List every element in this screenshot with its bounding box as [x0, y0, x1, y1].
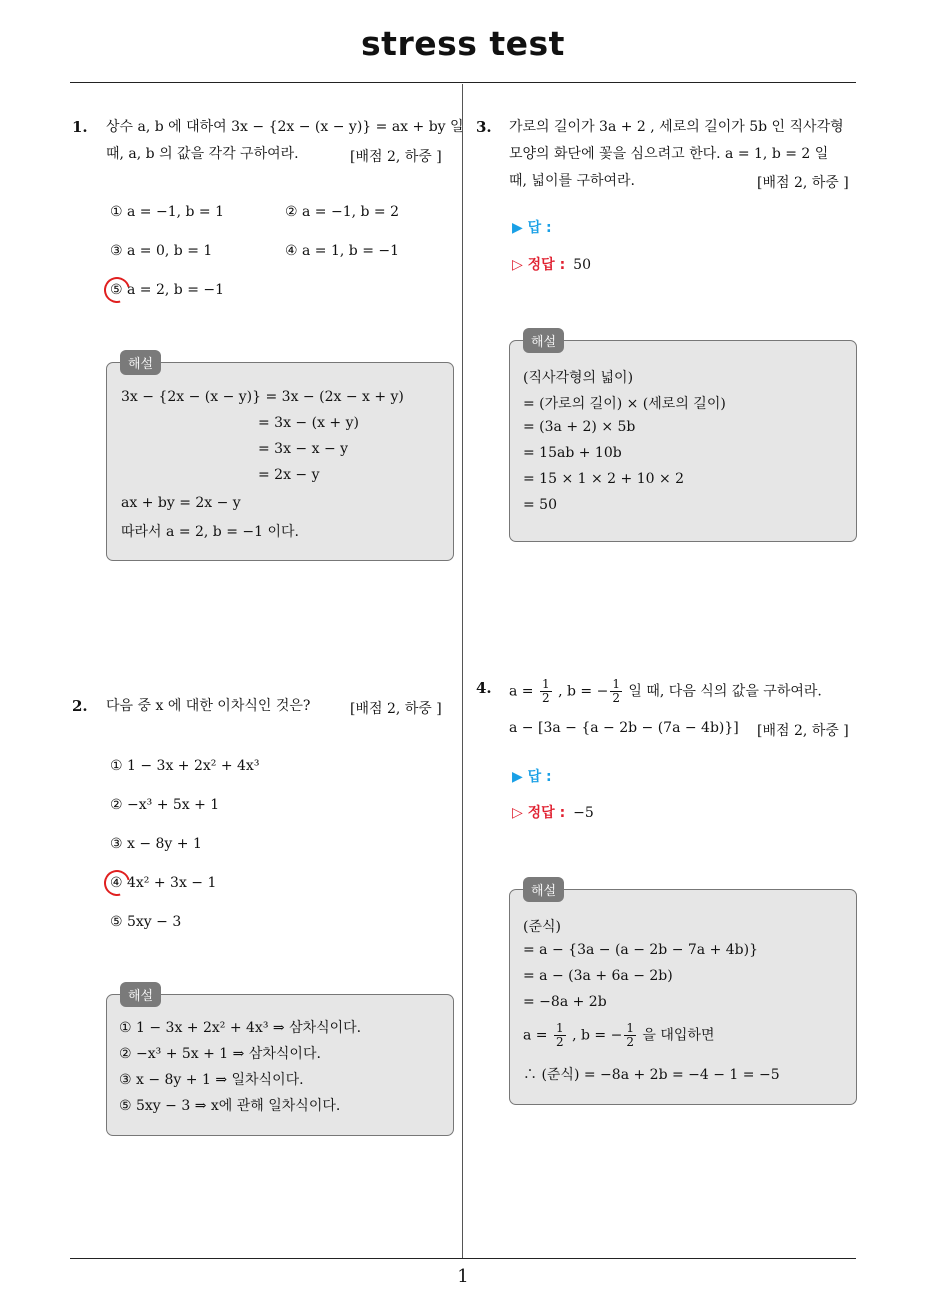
solution-line: ① 1 − 3x + 2x² + 4x³ ⇒ 삼차식이다.	[119, 1020, 362, 1036]
substitution-tail: 을 대입하면	[642, 1027, 715, 1044]
choice-4[interactable]: ④ a = 1, b = −1	[285, 243, 400, 259]
question-number: 4.	[476, 679, 492, 697]
fraction-half: $\frac{1}{2}$	[541, 677, 550, 705]
question-expression: a − [3a − {a − 2b − (7a − 4b)}]	[509, 720, 739, 736]
score-label: [배점 2, 하중 ]	[757, 175, 849, 191]
solution-line: (직사각형의 넓이)	[523, 370, 634, 386]
choice-1[interactable]: ① 1 − 3x + 2x² + 4x³	[110, 758, 260, 774]
question-line: 다음 중 x 에 대한 이차식인 것은?	[106, 698, 311, 714]
solution-box	[106, 994, 454, 1136]
solution-line: = (3a + 2) × 5b	[523, 419, 636, 435]
question-line: 상수 a, b 에 대하여 3x − {2x − (x − y)} = ax + by 일	[106, 119, 464, 135]
column-divider	[462, 84, 463, 1258]
correct-answer	[512, 802, 594, 822]
solution-line: ② −x³ + 5x + 1 ⇒ 삼차식이다.	[119, 1046, 321, 1062]
choice-5[interactable]: ⑤ a = 2, b = −1	[110, 282, 225, 298]
question-number: 1.	[72, 118, 88, 136]
correct-value: 50	[573, 257, 591, 273]
solution-line: = 15ab + 10b	[523, 445, 622, 461]
question-line: 때, 넓이를 구하여라.	[509, 173, 635, 189]
choice-1[interactable]: ① a = −1, b = 1	[110, 204, 225, 220]
top-rule	[70, 82, 856, 83]
solution-tag: 해설	[523, 328, 564, 353]
choice-4[interactable]: ④ 4x² + 3x − 1	[110, 875, 217, 891]
solution-line: = 2x − y	[258, 467, 320, 483]
answer-label: ▶ 답 :	[512, 769, 552, 785]
b-expression: , b = −	[558, 683, 609, 700]
b-expression: , b = −	[572, 1027, 623, 1044]
score-label: [배점 2, 하중 ]	[350, 149, 442, 165]
solution-line: = 50	[523, 497, 557, 513]
substitution-line	[523, 1022, 714, 1049]
fraction-half: $\frac{1}{2}$	[626, 1021, 634, 1049]
score-label: [배점 2, 하중 ]	[757, 723, 849, 739]
solution-line: 따라서 a = 2, b = −1 이다.	[121, 524, 299, 540]
solution-line: = 15 × 1 × 2 + 10 × 2	[523, 471, 685, 487]
solution-line: = −8a + 2b	[523, 994, 607, 1010]
correct-label: ▷ 정답 :	[512, 805, 566, 821]
solution-line: ⑤ 5xy − 3 ⇒ x에 관해 일차식이다.	[119, 1098, 341, 1114]
fraction-half: $\frac{1}{2}$	[555, 1021, 564, 1049]
fraction-half: $\frac{1}{2}$	[612, 677, 620, 705]
solution-line: = 3x − x − y	[258, 441, 349, 457]
answer-label: ▶ 답 :	[512, 220, 552, 236]
solution-line: = a − (3a + 6a − 2b)	[523, 968, 673, 984]
correct-answer	[512, 254, 591, 274]
choice-3[interactable]: ③ x − 8y + 1	[110, 836, 202, 852]
question-line: 모양의 화단에 꽃을 심으려고 한다. a = 1, b = 2 일	[509, 146, 829, 162]
question-number: 3.	[476, 118, 492, 136]
a-expression: a =	[523, 1027, 548, 1044]
question-line: 가로의 길이가 3a + 2 , 세로의 길이가 5b 인 직사각형	[509, 119, 844, 135]
selected-answer-mark	[99, 865, 135, 901]
solution-line: ③ x − 8y + 1 ⇒ 일차식이다.	[119, 1072, 304, 1088]
correct-label: ▷ 정답 :	[512, 257, 566, 273]
answer-field[interactable]	[512, 217, 552, 237]
choice-2[interactable]: ② −x³ + 5x + 1	[110, 797, 220, 813]
question-line	[509, 678, 822, 706]
solution-tag: 해설	[523, 877, 564, 902]
correct-value: −5	[573, 805, 594, 821]
question-number: 2.	[72, 697, 88, 715]
solution-tag: 해설	[120, 982, 161, 1007]
solution-line: = (가로의 길이) × (세로의 길이)	[523, 396, 726, 412]
solution-box	[509, 889, 857, 1105]
choice-3[interactable]: ③ a = 0, b = 1	[110, 243, 213, 259]
solution-line: ∴ (준식) = −8a + 2b = −4 − 1 = −5	[523, 1067, 780, 1083]
solution-line: ax + by = 2x − y	[121, 495, 241, 511]
question-line: 때, a, b 의 값을 각각 구하여라.	[106, 146, 299, 162]
solution-box	[509, 340, 857, 542]
a-expression: a =	[509, 683, 534, 700]
page-title: stress test	[361, 24, 565, 63]
answer-field[interactable]	[512, 766, 552, 786]
choice-2[interactable]: ② a = −1, b = 2	[285, 204, 400, 220]
question-tail: 일 때, 다음 식의 값을 구하여라.	[628, 683, 822, 700]
solution-line: (준식)	[523, 919, 561, 935]
solution-tag: 해설	[120, 350, 161, 375]
solution-line: 3x − {2x − (x − y)} = 3x − (2x − x + y)	[121, 389, 404, 405]
choice-5[interactable]: ⑤ 5xy − 3	[110, 914, 182, 930]
selected-answer-mark	[99, 272, 135, 308]
bottom-rule	[70, 1258, 856, 1259]
score-label: [배점 2, 하중 ]	[350, 701, 442, 717]
solution-box	[106, 362, 454, 561]
solution-line: = a − {3a − (a − 2b − 7a + 4b)}	[523, 942, 759, 958]
solution-line: = 3x − (x + y)	[258, 415, 359, 431]
page-number: 1	[457, 1266, 469, 1287]
